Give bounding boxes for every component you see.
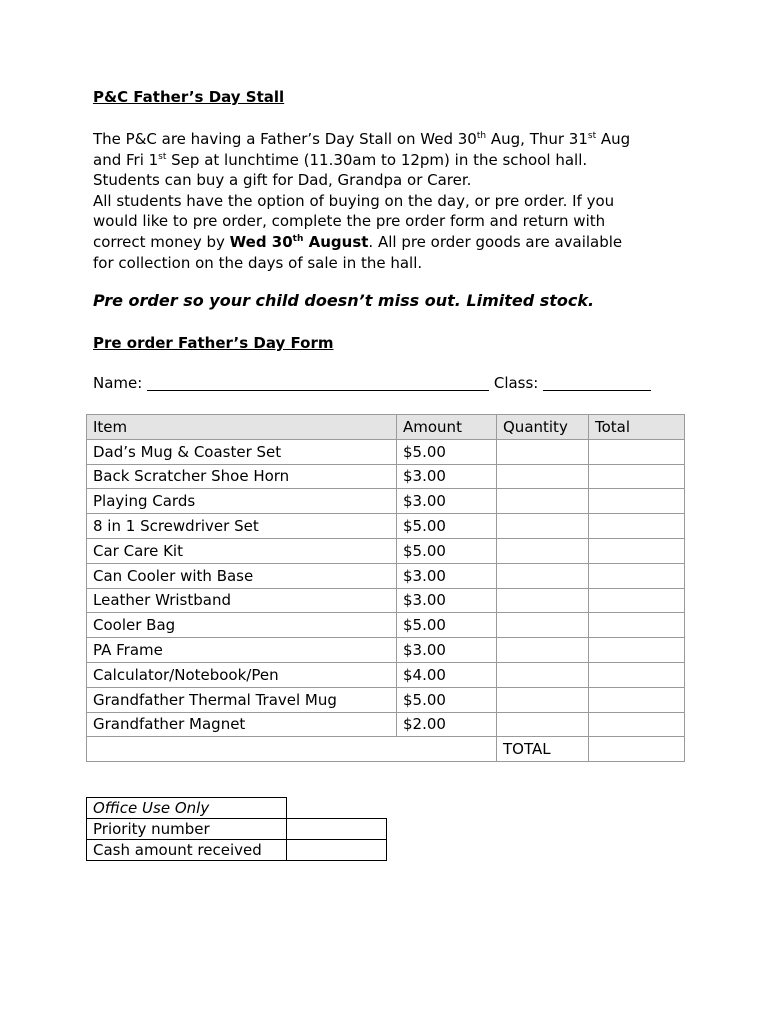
item-amount-cell: $5.00: [397, 613, 497, 638]
total-input-cell[interactable]: [589, 439, 685, 464]
quantity-input-cell[interactable]: [497, 588, 589, 613]
intro-text: . All pre order goods are available: [368, 232, 623, 251]
item-name-cell: Playing Cards: [87, 489, 397, 514]
office-priority-row: [87, 819, 387, 840]
quantity-input-cell[interactable]: [497, 538, 589, 563]
intro-line: would like to pre order, complete the pre order form and return with: [93, 212, 606, 231]
quantity-input-cell[interactable]: [497, 464, 589, 489]
table-row: [87, 712, 685, 737]
item-amount-cell: $5.00: [397, 687, 497, 712]
table-row: [87, 489, 685, 514]
intro-line: [93, 150, 693, 171]
intro-line: [93, 232, 693, 253]
name-field[interactable]: [147, 374, 489, 391]
due-date: [230, 233, 369, 251]
office-use-table: [86, 797, 387, 861]
header-total: Total: [589, 415, 685, 440]
quantity-input-cell[interactable]: [497, 439, 589, 464]
table-row: [87, 563, 685, 588]
intro-text: Aug: [596, 130, 631, 148]
order-table: [86, 414, 685, 762]
quantity-input-cell[interactable]: [497, 613, 589, 638]
total-input-cell[interactable]: [589, 514, 685, 539]
total-input-cell[interactable]: [589, 638, 685, 663]
intro-line: for collection on the days of sale in the hall.: [93, 253, 423, 272]
total-input-cell[interactable]: [589, 712, 685, 737]
quantity-input-cell[interactable]: [497, 489, 589, 514]
limited-stock-callout: Pre order so your child doesn’t miss out. Limited stock.: [93, 291, 595, 310]
item-name-cell: Car Care Kit: [87, 538, 397, 563]
table-row: [87, 638, 685, 663]
total-input-cell[interactable]: [589, 662, 685, 687]
intro-text: The P&C are having a Father’s Day Stall on Wed 30: [93, 130, 477, 148]
table-row: [87, 464, 685, 489]
item-name-cell: Dad’s Mug & Coaster Set: [87, 439, 397, 464]
header-quantity: Quantity: [497, 415, 589, 440]
form-title: Pre order Father’s Day Form: [93, 334, 334, 352]
cash-amount-label: Cash amount received: [87, 840, 287, 861]
item-name-cell: Grandfather Thermal Travel Mug: [87, 687, 397, 712]
ordinal-suffix: th: [292, 233, 304, 244]
quantity-input-cell[interactable]: [497, 563, 589, 588]
item-amount-cell: $4.00: [397, 662, 497, 687]
class-field[interactable]: [543, 374, 651, 391]
office-empty-cell: [287, 798, 387, 819]
intro-line: All students have the option of buying on the day, or pre order. If you: [93, 191, 615, 210]
item-name-cell: Can Cooler with Base: [87, 563, 397, 588]
item-name-cell: 8 in 1 Screwdriver Set: [87, 514, 397, 539]
ordinal-suffix: th: [476, 131, 487, 141]
total-input-cell[interactable]: [589, 563, 685, 588]
item-amount-cell: $5.00: [397, 439, 497, 464]
due-date-text: Wed 30: [229, 232, 293, 251]
total-input-cell[interactable]: [589, 538, 685, 563]
header-item: Item: [87, 415, 397, 440]
item-amount-cell: $5.00: [397, 538, 497, 563]
intro-text: and Fri 1: [93, 150, 159, 169]
office-title-row: [87, 798, 387, 819]
name-class-line: [93, 374, 651, 392]
grand-total-field[interactable]: [589, 737, 685, 762]
quantity-input-cell[interactable]: [497, 687, 589, 712]
name-label: Name:: [93, 374, 148, 392]
item-name-cell: Back Scratcher Shoe Horn: [87, 464, 397, 489]
intro-text: correct money by: [93, 232, 230, 251]
intro-text: Aug, Thur 31: [486, 130, 588, 148]
priority-number-field[interactable]: [287, 819, 387, 840]
class-label: Class:: [489, 374, 544, 392]
table-header-row: [87, 415, 685, 440]
table-row: [87, 439, 685, 464]
cash-amount-field[interactable]: [287, 840, 387, 861]
item-name-cell: PA Frame: [87, 638, 397, 663]
header-amount: Amount: [397, 415, 497, 440]
total-input-cell[interactable]: [589, 464, 685, 489]
item-amount-cell: $5.00: [397, 514, 497, 539]
intro-line: [93, 129, 693, 150]
item-amount-cell: $3.00: [397, 638, 497, 663]
table-row: [87, 514, 685, 539]
total-input-cell[interactable]: [589, 489, 685, 514]
total-label: TOTAL: [497, 737, 589, 762]
intro-line: Students can buy a gift for Dad, Grandpa or Carer.: [93, 171, 472, 190]
table-total-row: [87, 737, 685, 762]
item-name-cell: Leather Wristband: [87, 588, 397, 613]
item-amount-cell: $3.00: [397, 563, 497, 588]
total-row-spacer: [87, 737, 497, 762]
total-input-cell[interactable]: [589, 613, 685, 638]
item-amount-cell: $3.00: [397, 588, 497, 613]
total-input-cell[interactable]: [589, 588, 685, 613]
ordinal-suffix: st: [158, 151, 167, 162]
due-date-text: August: [303, 232, 369, 251]
table-row: [87, 613, 685, 638]
item-amount-cell: $3.00: [397, 489, 497, 514]
table-row: [87, 588, 685, 613]
quantity-input-cell[interactable]: [497, 712, 589, 737]
page-title: P&C Father’s Day Stall: [93, 88, 285, 106]
ordinal-suffix: st: [587, 131, 597, 141]
intro-paragraph: [93, 129, 693, 273]
item-amount-cell: $2.00: [397, 712, 497, 737]
office-cash-row: [87, 840, 387, 861]
total-input-cell[interactable]: [589, 687, 685, 712]
quantity-input-cell[interactable]: [497, 638, 589, 663]
quantity-input-cell[interactable]: [497, 514, 589, 539]
quantity-input-cell[interactable]: [497, 662, 589, 687]
item-name-cell: Calculator/Notebook/Pen: [87, 662, 397, 687]
intro-text: Sep at lunchtime (11.30am to 12pm) in the school hall.: [166, 150, 588, 169]
item-amount-cell: $3.00: [397, 464, 497, 489]
item-name-cell: Grandfather Magnet: [87, 712, 397, 737]
table-row: [87, 538, 685, 563]
item-name-cell: Cooler Bag: [87, 613, 397, 638]
table-row: [87, 662, 685, 687]
office-use-title: Office Use Only: [87, 798, 287, 819]
priority-number-label: Priority number: [87, 819, 287, 840]
table-row: [87, 687, 685, 712]
